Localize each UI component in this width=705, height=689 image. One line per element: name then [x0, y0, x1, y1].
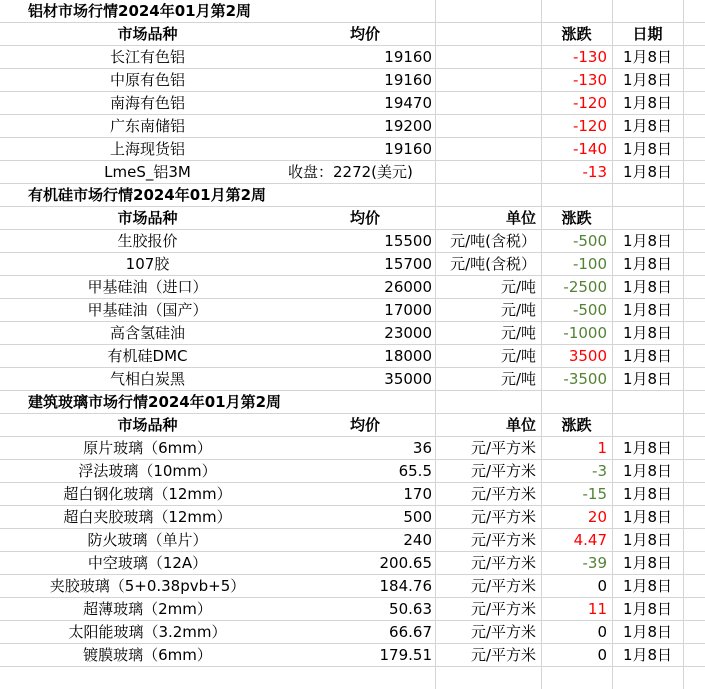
cell-change[interactable]: 20 [587, 508, 607, 526]
section-title-row [0, 0, 705, 23]
cell-price[interactable]: 50.63 [389, 600, 432, 618]
table-row [0, 322, 705, 345]
table-row [0, 437, 705, 460]
cell-product[interactable]: 防火玻璃（单片） [87, 531, 208, 549]
cell-product[interactable]: 生胶报价 [117, 232, 178, 250]
cell-date[interactable]: 1月8日 [622, 439, 673, 457]
table-row [0, 529, 705, 552]
cell-price[interactable]: 36 [412, 439, 432, 457]
table-header-row [0, 414, 705, 437]
table-row [0, 644, 705, 667]
cell-price[interactable]: 19470 [384, 94, 432, 112]
cell-unit[interactable]: 元/吨 [500, 370, 536, 388]
cell-date[interactable]: 1月8日 [622, 163, 673, 181]
cell-change[interactable]: -130 [572, 71, 607, 89]
cell-change[interactable]: 3500 [568, 347, 607, 365]
table-row [0, 230, 705, 253]
section-title[interactable]: 有机硅市场行情2024年01月第2周 [28, 186, 267, 204]
header-product[interactable]: 市场品种 [117, 209, 178, 227]
cell-product[interactable]: 上海现货铝 [109, 140, 185, 158]
cell-unit[interactable]: 元/平方米 [470, 577, 536, 595]
cell-change[interactable]: -3500 [563, 370, 607, 388]
table-row [0, 276, 705, 299]
cell-date[interactable]: 1月8日 [622, 140, 673, 158]
table-row [0, 575, 705, 598]
cell-change[interactable]: -13 [582, 163, 607, 181]
cell-date[interactable]: 1月8日 [622, 531, 673, 549]
cell-unit[interactable]: 元/平方米 [470, 646, 536, 664]
table-row [0, 598, 705, 621]
cell-date[interactable]: 1月8日 [622, 600, 673, 618]
cell-price[interactable]: 500 [403, 508, 432, 526]
header-unit[interactable]: 单位 [505, 416, 536, 434]
cell-price[interactable]: 66.67 [389, 623, 432, 641]
section-title-row [0, 391, 705, 414]
header-price[interactable]: 均价 [349, 209, 380, 227]
section-title-row [0, 184, 705, 207]
cell-unit[interactable]: 元/平方米 [470, 462, 536, 480]
cell-product[interactable]: 有机硅DMC [107, 347, 188, 365]
cell-product[interactable]: 夹胶玻璃（5+0.38pvb+5） [49, 577, 246, 595]
cell-unit[interactable]: 元/平方米 [470, 485, 536, 503]
cell-product[interactable]: 长江有色铝 [109, 48, 185, 66]
cell-date[interactable]: 1月8日 [622, 324, 673, 342]
cell-change[interactable]: -500 [572, 301, 607, 319]
cell-change[interactable]: -500 [572, 232, 607, 250]
cell-change[interactable]: -120 [572, 94, 607, 112]
cell-change[interactable]: -100 [572, 255, 607, 273]
cell-date[interactable]: 1月8日 [622, 646, 673, 664]
cell-date[interactable]: 1月8日 [622, 71, 673, 89]
cell-date[interactable]: 1月8日 [622, 347, 673, 365]
cell-change[interactable]: -15 [582, 485, 607, 503]
header-change[interactable]: 涨跌 [561, 209, 592, 227]
cell-date[interactable]: 1月8日 [622, 278, 673, 296]
table-row [0, 368, 705, 391]
table-row [0, 460, 705, 483]
table-row [0, 69, 705, 92]
cell-product[interactable]: 南海有色铝 [109, 94, 185, 112]
cell-unit[interactable]: 元/平方米 [470, 439, 536, 457]
cell-price[interactable]: 17000 [384, 301, 432, 319]
cell-unit[interactable]: 元/平方米 [470, 600, 536, 618]
cell-change[interactable]: 11 [587, 600, 607, 618]
cell-change[interactable]: 4.47 [573, 531, 607, 549]
cell-product[interactable]: 广东南储铝 [109, 117, 185, 135]
table-row [0, 299, 705, 322]
cell-unit[interactable]: 元/吨(含税） [450, 232, 536, 250]
header-change[interactable]: 涨跌 [561, 416, 592, 434]
table-row [0, 138, 705, 161]
cell-change[interactable]: -120 [572, 117, 607, 135]
table-row [0, 552, 705, 575]
cell-product[interactable]: LmeS_铝3M [104, 163, 191, 181]
cell-price[interactable]: 19160 [384, 140, 432, 158]
cell-change[interactable]: -130 [572, 48, 607, 66]
table-row [0, 345, 705, 368]
cell-unit[interactable]: 元/吨 [500, 301, 536, 319]
cell-product[interactable]: 浮法玻璃（10mm） [78, 462, 217, 480]
cell-date[interactable]: 1月8日 [622, 462, 673, 480]
header-price[interactable]: 均价 [349, 25, 380, 43]
cell-price[interactable]: 15500 [384, 232, 432, 250]
cell-change[interactable]: 1 [597, 439, 607, 457]
cell-price[interactable]: 19200 [384, 117, 432, 135]
header-change[interactable]: 涨跌 [561, 25, 592, 43]
cell-price[interactable]: 23000 [384, 324, 432, 342]
cell-change[interactable]: -1000 [563, 324, 607, 342]
table-row [0, 506, 705, 529]
cell-price[interactable]: 19160 [384, 71, 432, 89]
cell-product[interactable]: 气相白炭黑 [109, 370, 185, 388]
cell-product[interactable]: 超白夹胶玻璃（12mm） [63, 508, 232, 526]
section-title[interactable]: 建筑玻璃市场行情2024年01月第2周 [28, 393, 282, 411]
cell-change[interactable]: -2500 [563, 278, 607, 296]
cell-change[interactable]: -39 [582, 554, 607, 572]
table-header-row [0, 23, 705, 46]
cell-date[interactable]: 1月8日 [622, 485, 673, 503]
section-title[interactable]: 铝材市场行情2024年01月第2周 [28, 2, 252, 20]
cell-product[interactable]: 107胶 [125, 255, 170, 273]
header-date[interactable]: 日期 [632, 25, 663, 43]
cell-note[interactable]: 收盘：2272(美元) [288, 163, 413, 181]
cell-price[interactable]: 179.51 [379, 646, 432, 664]
cell-product[interactable]: 高含氢硅油 [109, 324, 185, 342]
cell-price[interactable]: 65.5 [398, 462, 432, 480]
cell-product[interactable]: 中空玻璃（12A） [87, 554, 208, 572]
cell-product[interactable]: 甲基硅油（进口） [87, 278, 208, 296]
table-row [0, 483, 705, 506]
table-row [0, 115, 705, 138]
cell-unit[interactable]: 元/吨(含税） [450, 255, 536, 273]
cell-price[interactable]: 19160 [384, 48, 432, 66]
cell-date[interactable]: 1月8日 [622, 94, 673, 112]
cell-date[interactable]: 1月8日 [622, 301, 673, 319]
cell-change[interactable]: 0 [597, 623, 607, 641]
table-row [0, 621, 705, 644]
cell-product[interactable]: 中原有色铝 [109, 71, 185, 89]
cell-product[interactable]: 超薄玻璃（2mm） [83, 600, 212, 618]
cell-date[interactable]: 1月8日 [622, 117, 673, 135]
cell-unit[interactable]: 元/平方米 [470, 508, 536, 526]
cell-product[interactable]: 太阳能玻璃（3.2mm） [68, 623, 227, 641]
cell-price[interactable]: 18000 [384, 347, 432, 365]
cell-change[interactable]: -140 [572, 140, 607, 158]
table-header-row [0, 207, 705, 230]
cell-date[interactable]: 1月8日 [622, 577, 673, 595]
cell-date[interactable]: 1月8日 [622, 554, 673, 572]
cell-unit[interactable]: 元/平方米 [470, 531, 536, 549]
cell-price[interactable]: 15700 [384, 255, 432, 273]
cell-price[interactable]: 35000 [384, 370, 432, 388]
cell-change[interactable]: 0 [597, 577, 607, 595]
cell-product[interactable]: 镀膜玻璃（6mm） [83, 646, 212, 664]
header-product[interactable]: 市场品种 [117, 25, 178, 43]
header-price[interactable]: 均价 [349, 416, 380, 434]
cell-product[interactable]: 甲基硅油（国产） [87, 301, 208, 319]
table-row [0, 92, 705, 115]
cell-date[interactable]: 1月8日 [622, 48, 673, 66]
table-row [0, 46, 705, 69]
table-row [0, 161, 705, 184]
cell-unit[interactable]: 元/平方米 [470, 554, 536, 572]
cell-product[interactable]: 超白钢化玻璃（12mm） [63, 485, 232, 503]
cell-date[interactable]: 1月8日 [622, 232, 673, 250]
cell-change[interactable]: 0 [597, 646, 607, 664]
header-product[interactable]: 市场品种 [117, 416, 178, 434]
cell-unit[interactable]: 元/吨 [500, 278, 536, 296]
cell-date[interactable]: 1月8日 [622, 508, 673, 526]
cell-product[interactable]: 原片玻璃（6mm） [83, 439, 212, 457]
cell-price[interactable]: 184.76 [379, 577, 432, 595]
cell-unit[interactable]: 元/吨 [500, 324, 536, 342]
cell-unit[interactable]: 元/平方米 [470, 623, 536, 641]
cell-date[interactable]: 1月8日 [622, 623, 673, 641]
cell-price[interactable]: 26000 [384, 278, 432, 296]
cell-date[interactable]: 1月8日 [622, 370, 673, 388]
cell-price[interactable]: 240 [403, 531, 432, 549]
header-unit[interactable]: 单位 [505, 209, 536, 227]
cell-price[interactable]: 170 [403, 485, 432, 503]
table-row [0, 253, 705, 276]
cell-change[interactable]: -3 [592, 462, 607, 480]
cell-price[interactable]: 200.65 [379, 554, 432, 572]
cell-date[interactable]: 1月8日 [622, 255, 673, 273]
cell-unit[interactable]: 元/吨 [500, 347, 536, 365]
